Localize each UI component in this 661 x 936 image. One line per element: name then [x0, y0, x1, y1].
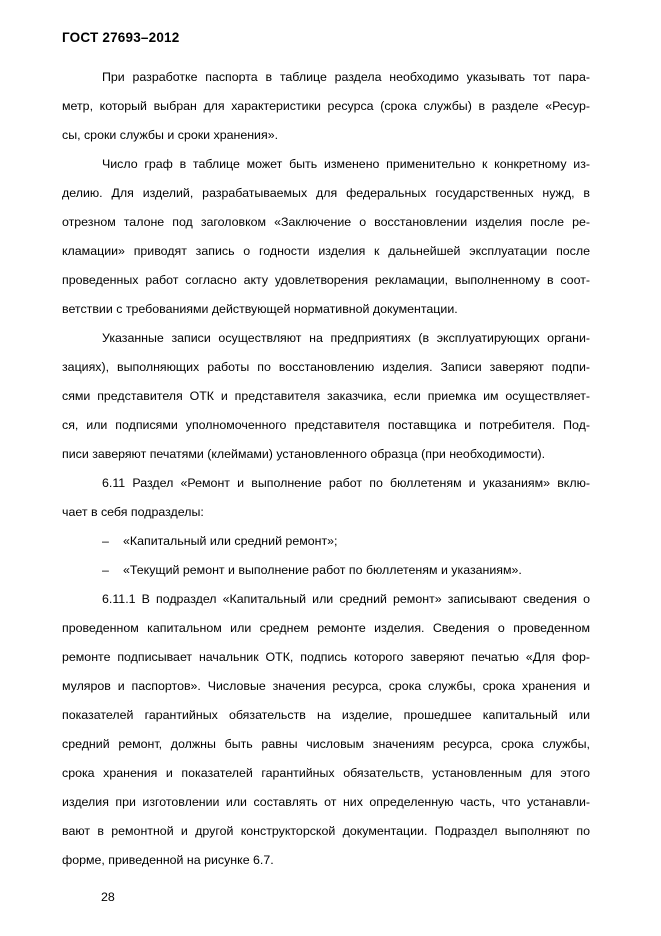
text-line: делию. Для изделий, разрабатываемых для федеральных государственных нужд, в	[62, 186, 590, 200]
text-line: 6.11 Раздел «Ремонт и выполнение работ по бюллетеням и указаниям» вклю-	[102, 476, 590, 490]
text-line: проведенном капитальном или среднем ремонте изделия. Сведения о проведенном	[62, 621, 590, 635]
text-line: Число граф в таблице может быть изменено применительно к конкретному из-	[102, 157, 590, 171]
text-line: зациях), выполняющих работы по восстановлению изделия. Записи заверяют подпи-	[62, 360, 590, 374]
text-line: ветствии с требованиями действующей нормативной документации.	[62, 302, 458, 316]
text-line: При разработке паспорта в таблице раздела необходимо указывать тот пара-	[102, 70, 590, 84]
text-line: средний ремонт, должны быть равны числовым значениям ресурса, срока службы,	[62, 737, 590, 751]
text-line: показателей гарантийных обязательств на изделие, прошедшее капитальный или	[62, 708, 590, 722]
document-header: ГОСТ 27693–2012	[62, 30, 180, 45]
list-item-text: «Капитальный или средний ремонт»;	[123, 534, 338, 548]
list-item	[102, 534, 590, 549]
text-line: проведенных работ согласно акту удовлетворения рекламации, выполненному в соот-	[62, 273, 590, 287]
dash-marker: –	[102, 534, 109, 548]
text-line: форме, приведенной на рисунке 6.7.	[62, 853, 274, 867]
dash-marker: –	[102, 563, 109, 577]
text-line: писи заверяют печатями (клеймами) установленного образца (при необходимости).	[62, 447, 546, 461]
text-line: сы, сроки службы и сроки хранения».	[62, 128, 279, 142]
text-line: 6.11.1 В подраздел «Капитальный или средний ремонт» записывают сведения о	[102, 592, 590, 606]
text-line: кламации» приводят запись о годности изделия к дальнейшей эксплуатации после	[62, 244, 590, 258]
page-number: 28	[101, 890, 115, 904]
text-line: изделия при изготовлении или составлять от них определенную часть, что устанавли-	[62, 795, 590, 809]
text-line: чает в себя подразделы:	[62, 505, 204, 519]
text-line: метр, который выбран для характеристики ресурса (срока службы) в разделе «Ресур-	[62, 99, 590, 113]
list-item-text: «Текущий ремонт и выполнение работ по бюллетеням и указаниям».	[123, 563, 522, 577]
text-line: срока хранения и показателей гарантийных обязательств, установленным для этого	[62, 766, 590, 780]
text-line: Указанные записи осуществляют на предприятиях (в эксплуатирующих органи-	[102, 331, 590, 345]
text-line: ся, или подписями уполномоченного представителя поставщика и потребителя. Под-	[62, 418, 590, 432]
text-line: сями представителя ОТК и представителя заказчика, если приемка им осуществляет-	[62, 389, 590, 403]
text-line: ремонте подписывает начальник ОТК, подпись которого заверяют печатью «Для фор-	[62, 650, 590, 664]
list-item	[102, 563, 590, 578]
text-line: вают в ремонтной и другой конструкторской документации. Подраздел выполняют по	[62, 824, 590, 838]
text-line: отрезном талоне под заголовком «Заключение о восстановлении изделия после ре-	[62, 215, 590, 229]
text-line: муляров и паспортов». Числовые значения ресурса, срока службы, срока хранения и	[62, 679, 590, 693]
